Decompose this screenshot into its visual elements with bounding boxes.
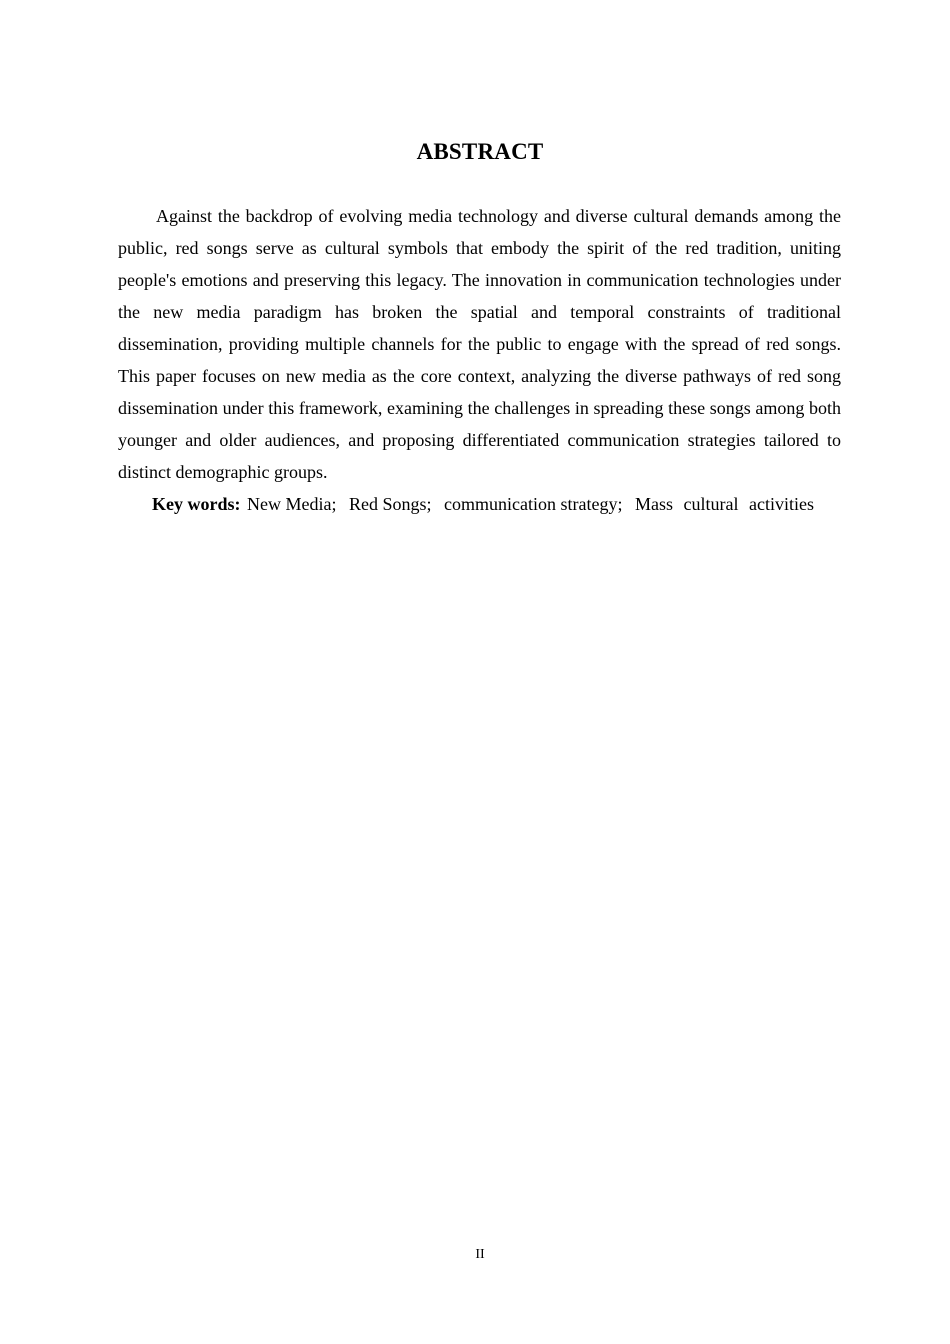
abstract-title: ABSTRACT	[416, 139, 544, 164]
keyword-item: communication strategy	[444, 494, 618, 514]
keyword-item: New Media	[247, 494, 332, 514]
keyword-item: Red Songs	[349, 494, 427, 514]
abstract-body: Against the backdrop of evolving media technology and diverse cultural demands among the public, red songs serve as cultural symbols that embody the spirit of the red tradition, uniting people's emotions and preserving this legacy. The innovation in communication technologies under the new media paradigm has broken the spatial and temporal constraints of traditional dissemination, providing multiple channels for the public to engage with the spread of red songs. This paper focuses on new media as the core context, analyzing the diverse pathways of red song dissemination under this framework, examining the challenges in spreading these songs among both younger and older audiences, and proposing differentiated communication strategies tailored to distinct demographic groups.	[118, 206, 841, 482]
keyword-item: Mass cultural activities	[635, 494, 814, 514]
keywords-label: Key words:	[152, 494, 241, 514]
keywords-line	[152, 488, 842, 520]
keyword-separator: ;	[331, 494, 337, 514]
page-number: II	[475, 1247, 485, 1262]
keyword-separator: ;	[617, 494, 623, 514]
keyword-separator: ;	[426, 494, 432, 514]
